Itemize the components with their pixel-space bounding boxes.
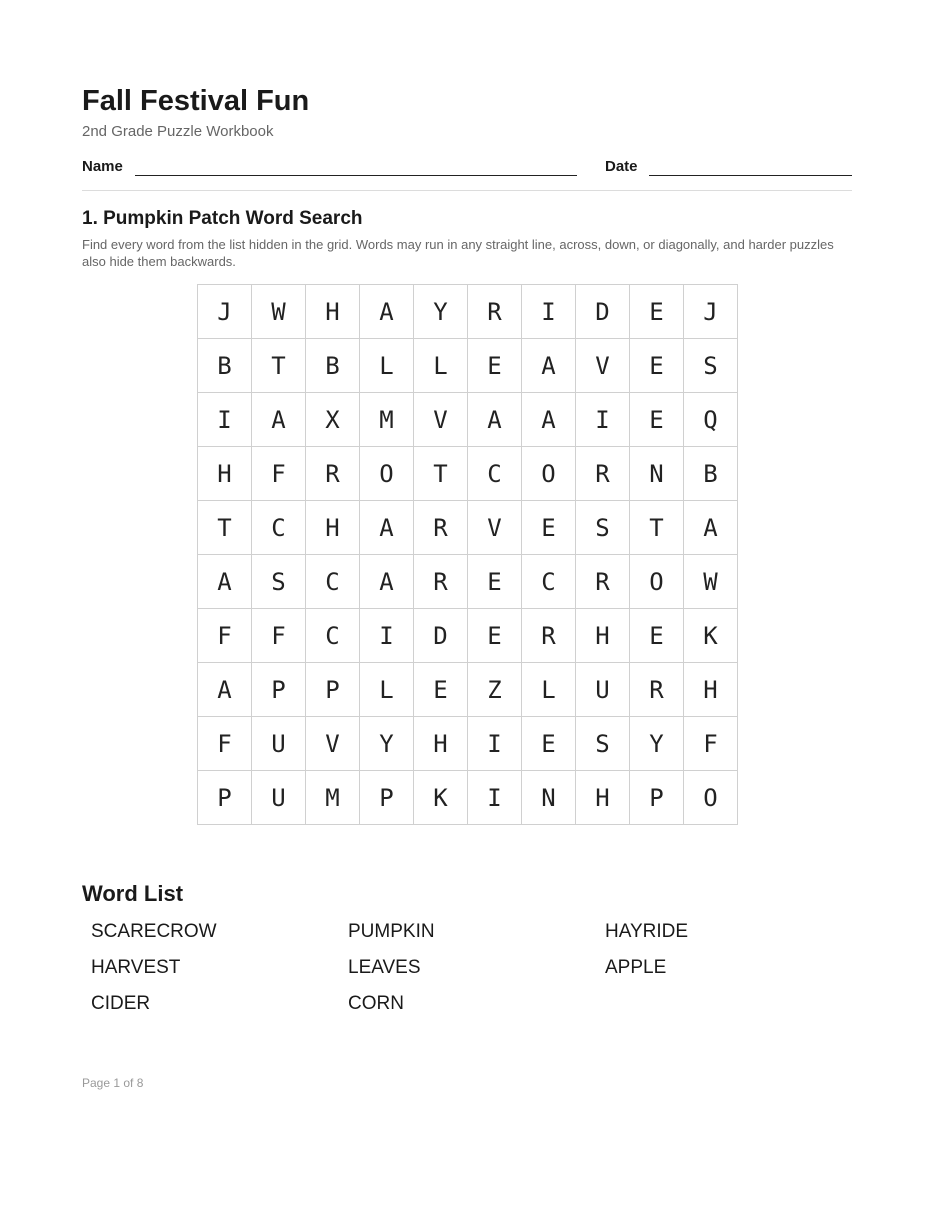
grid-cell[interactable]: N <box>522 771 576 825</box>
grid-cell[interactable]: H <box>684 663 738 717</box>
grid-cell[interactable]: E <box>630 339 684 393</box>
grid-cell[interactable]: R <box>306 447 360 501</box>
word-list-title: Word List <box>82 881 184 906</box>
grid-cell[interactable]: K <box>684 609 738 663</box>
grid-cell[interactable]: E <box>522 717 576 771</box>
grid-cell[interactable]: I <box>468 771 522 825</box>
grid-cell[interactable]: S <box>576 501 630 555</box>
grid-cell[interactable]: I <box>198 393 252 447</box>
grid-cell[interactable]: D <box>414 609 468 663</box>
grid-cell[interactable]: E <box>468 339 522 393</box>
grid-cell[interactable]: F <box>252 447 306 501</box>
grid-cell[interactable]: H <box>414 717 468 771</box>
grid-cell[interactable]: B <box>306 339 360 393</box>
grid-cell[interactable]: R <box>630 663 684 717</box>
grid-cell[interactable]: V <box>306 717 360 771</box>
grid-cell[interactable]: Y <box>630 717 684 771</box>
grid-cell[interactable]: R <box>414 501 468 555</box>
grid-cell[interactable]: U <box>252 771 306 825</box>
page-number: Page 1 of 8 <box>82 1076 144 1090</box>
word-list-item: HAYRIDE <box>605 921 689 942</box>
grid-cell[interactable]: R <box>522 609 576 663</box>
grid-cell[interactable]: M <box>360 393 414 447</box>
section-title: 1. Pumpkin Patch Word Search <box>82 208 363 229</box>
grid-cell[interactable]: A <box>198 555 252 609</box>
grid-cell[interactable]: F <box>684 717 738 771</box>
grid-cell[interactable]: E <box>630 609 684 663</box>
grid-cell[interactable]: B <box>198 339 252 393</box>
grid-cell[interactable]: I <box>360 609 414 663</box>
grid-cell[interactable]: F <box>198 609 252 663</box>
word-list-item: APPLE <box>605 957 667 978</box>
grid-cell[interactable]: A <box>522 393 576 447</box>
grid-cell[interactable]: L <box>522 663 576 717</box>
grid-cell[interactable]: A <box>360 501 414 555</box>
page-title: Fall Festival Fun <box>82 85 310 117</box>
name-line[interactable] <box>135 175 577 176</box>
grid-cell[interactable]: H <box>576 609 630 663</box>
grid-cell[interactable]: P <box>252 663 306 717</box>
word-list-item: CORN <box>348 993 404 1014</box>
grid-cell[interactable]: P <box>306 663 360 717</box>
word-list-item: LEAVES <box>348 957 421 978</box>
word-list-item: PUMPKIN <box>348 921 435 942</box>
grid-cell[interactable]: K <box>414 771 468 825</box>
grid-cell[interactable]: O <box>522 447 576 501</box>
grid-cell[interactable]: I <box>522 285 576 339</box>
grid-cell[interactable]: O <box>684 771 738 825</box>
grid-cell[interactable]: O <box>630 555 684 609</box>
grid-cell[interactable]: P <box>198 771 252 825</box>
date-label: Date <box>605 158 638 175</box>
grid-cell[interactable]: U <box>252 717 306 771</box>
grid-cell[interactable]: M <box>306 771 360 825</box>
grid-cell[interactable]: D <box>576 285 630 339</box>
grid-cell[interactable]: U <box>576 663 630 717</box>
grid-cell[interactable]: S <box>576 717 630 771</box>
name-label: Name <box>82 158 123 175</box>
date-line[interactable] <box>649 175 852 176</box>
grid-cell[interactable]: I <box>468 717 522 771</box>
grid-cell[interactable]: W <box>684 555 738 609</box>
grid-cell[interactable]: H <box>576 771 630 825</box>
grid-cell[interactable]: E <box>468 555 522 609</box>
grid-cell[interactable]: V <box>576 339 630 393</box>
grid-cell[interactable]: E <box>522 501 576 555</box>
grid-cell[interactable]: V <box>414 393 468 447</box>
grid-cell[interactable]: J <box>684 285 738 339</box>
grid-cell[interactable]: N <box>630 447 684 501</box>
grid-cell[interactable]: A <box>360 285 414 339</box>
grid-cell[interactable]: R <box>468 285 522 339</box>
page-subtitle: 2nd Grade Puzzle Workbook <box>82 123 274 140</box>
grid-cell[interactable]: P <box>630 771 684 825</box>
section-instructions: Find every word from the list hidden in the grid. Words may run in any straight line, across, down, or diagonally, and harder puzzles also hide them backwards. <box>82 237 834 269</box>
word-list-item: HARVEST <box>91 957 181 978</box>
grid-cell[interactable]: A <box>252 393 306 447</box>
grid-cell[interactable]: A <box>198 663 252 717</box>
grid-cell[interactable]: T <box>252 339 306 393</box>
grid-cell[interactable]: X <box>306 393 360 447</box>
grid-cell[interactable]: H <box>306 501 360 555</box>
grid-cell[interactable]: L <box>360 663 414 717</box>
grid-cell[interactable]: T <box>630 501 684 555</box>
grid-cell[interactable]: C <box>468 447 522 501</box>
grid-cell[interactable]: H <box>198 447 252 501</box>
grid-cell[interactable]: W <box>252 285 306 339</box>
word-list <box>91 920 862 1028</box>
grid-cell[interactable]: C <box>306 555 360 609</box>
grid-cell[interactable]: A <box>684 501 738 555</box>
grid-cell[interactable]: R <box>576 555 630 609</box>
grid-cell[interactable]: I <box>576 393 630 447</box>
name-date-row <box>82 156 852 178</box>
grid-cell[interactable]: O <box>360 447 414 501</box>
grid-cell[interactable]: R <box>414 555 468 609</box>
grid-cell[interactable]: C <box>252 501 306 555</box>
grid-cell[interactable]: L <box>414 339 468 393</box>
grid-cell[interactable]: E <box>630 393 684 447</box>
grid-cell[interactable]: C <box>306 609 360 663</box>
grid-cell[interactable]: V <box>468 501 522 555</box>
grid-cell[interactable]: E <box>468 609 522 663</box>
grid-cell[interactable]: A <box>360 555 414 609</box>
word-search-grid <box>197 284 738 825</box>
grid-cell[interactable]: L <box>360 339 414 393</box>
word-list-item: SCARECROW <box>91 921 217 942</box>
grid-cell[interactable]: T <box>198 501 252 555</box>
grid-cell[interactable]: Y <box>414 285 468 339</box>
grid-cell[interactable]: P <box>360 771 414 825</box>
grid-cell[interactable]: Y <box>360 717 414 771</box>
grid-cell[interactable]: E <box>414 663 468 717</box>
grid-cell[interactable]: A <box>468 393 522 447</box>
grid-cell[interactable]: Q <box>684 393 738 447</box>
grid-cell[interactable]: S <box>252 555 306 609</box>
grid-cell[interactable]: C <box>522 555 576 609</box>
grid-cell[interactable]: S <box>684 339 738 393</box>
grid-cell[interactable]: Z <box>468 663 522 717</box>
grid-cell[interactable]: R <box>576 447 630 501</box>
grid-cell[interactable]: H <box>306 285 360 339</box>
word-list-item: CIDER <box>91 993 151 1014</box>
grid-cell[interactable]: E <box>630 285 684 339</box>
grid-cell[interactable]: J <box>198 285 252 339</box>
grid-cell[interactable]: B <box>684 447 738 501</box>
grid-cell[interactable]: A <box>522 339 576 393</box>
grid-cell[interactable]: F <box>198 717 252 771</box>
grid-cell[interactable]: F <box>252 609 306 663</box>
grid-cell[interactable]: T <box>414 447 468 501</box>
header-divider <box>82 190 852 191</box>
